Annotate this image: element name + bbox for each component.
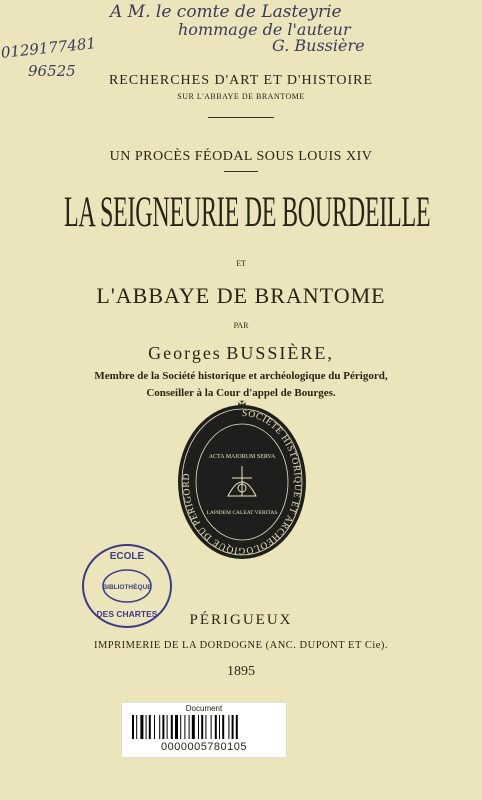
author-affiliation-2: Conseiller à la Cour d'appel de Bourges.	[146, 387, 336, 399]
imprint-city: PÉRIGUEUX	[189, 612, 293, 628]
seal-ring-text: SOCIETE HISTORIQUE ET ARCHEOLOGIQUE DU PERIGORD	[181, 408, 303, 556]
barcode-bar	[146, 715, 147, 739]
barcode-bar	[136, 715, 137, 739]
par-label: PAR	[233, 321, 249, 330]
author-name	[0, 343, 482, 364]
barcode-bar	[211, 715, 212, 739]
series-subtitle: SUR L'ABBAYE DE BRANTOME	[177, 92, 305, 101]
series-title: RECHERCHES D'ART ET D'HISTOIRE	[108, 73, 374, 88]
barcode-bar	[140, 715, 143, 739]
seal-cross-icon: ✠	[237, 400, 247, 411]
barcode-number: 0000005780105	[160, 741, 248, 753]
stamp-middle-text: BIBLIOTHÈQUE	[102, 584, 152, 591]
barcode-bar	[215, 715, 217, 739]
handwritten-signature: G. Bussière	[272, 36, 365, 55]
barcode-bar	[171, 715, 173, 739]
barcode-bar	[175, 715, 178, 739]
barcode-bar	[198, 715, 199, 739]
shelfmark-number-2: 96525	[28, 62, 76, 80]
imprint-printer: IMPRIMERIE DE LA DORDOGNE (ANC. DUPONT ET Cie).	[93, 640, 389, 651]
barcode-bar	[184, 715, 185, 739]
barcode-bar	[219, 715, 220, 739]
author-first-name: Georges	[148, 343, 222, 363]
barcode-bar	[228, 715, 229, 739]
barcode-bar	[189, 715, 190, 739]
seal-inner-top: ACTA MAIORUM SERVA	[208, 454, 276, 460]
stamp-top-text: ECOLE	[109, 551, 145, 562]
shelfmark-number: 0129177481	[0, 34, 97, 62]
barcode-title: Document	[185, 704, 223, 713]
barcode-bar	[154, 715, 155, 739]
author-affiliation-1: Membre de la Société historique et archéologique du Périgord,	[94, 370, 388, 382]
barcode-bar	[236, 715, 238, 739]
barcode-bar	[205, 715, 206, 739]
subtitle-rule	[224, 171, 258, 172]
stamp-bottom-text: DES CHARTES	[96, 609, 158, 619]
society-seal	[168, 396, 316, 566]
author-last-name: BUSSIÈRE,	[226, 343, 334, 363]
header-rule	[208, 117, 274, 118]
handwritten-dedication-line1: A M. le comte de Lasteyrie	[110, 2, 342, 22]
barcode-bar	[232, 715, 234, 739]
barcode-bars	[122, 713, 286, 741]
barcode-bar	[201, 715, 203, 739]
barcode-bar	[159, 715, 160, 739]
seal-inner-bottom: LAPIDEM CALEAT VERITAS	[206, 510, 278, 516]
main-title: LA SEIGNEURIE DE BOURDEILLE	[64, 189, 431, 236]
barcode-bar	[162, 715, 164, 739]
barcode-bar	[192, 715, 195, 739]
barcode-bar	[167, 715, 168, 739]
handwritten-dedication-line2: hommage de l'auteur	[178, 20, 351, 39]
barcode-label	[121, 702, 287, 758]
barcode-bar	[222, 715, 224, 739]
imprint-year: 1895	[227, 664, 255, 679]
second-title: L'ABBAYE DE BRANTOME	[96, 283, 386, 308]
et-label: ET	[236, 259, 246, 268]
barcode-bar	[149, 715, 151, 739]
subtitle: UN PROCÈS FÉODAL SOUS LOUIS XIV	[109, 149, 373, 164]
barcode-bar	[180, 715, 181, 739]
barcode-bar	[132, 715, 134, 739]
